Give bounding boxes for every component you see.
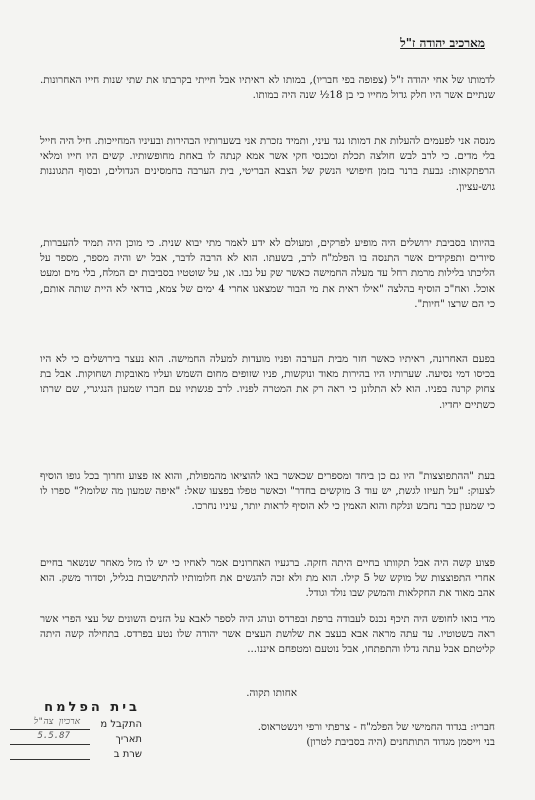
stamp-field: [10, 749, 90, 760]
signature-line: אחותו תקוה.: [246, 687, 297, 699]
stamp-row: [10, 731, 142, 745]
archive-stamp: [10, 700, 142, 790]
paragraph: בפעם האחרונה, ראיתיו כאשר חזר מבית הערבה ופניו מועדות למעלה החמישה. הוא נעצר בירושלים כי לא היו בכיסו דמי נסיעה. שערותיו היו בהירות מאוד ונוקשות, פניו שזופים מחום השמש ועליו מאובקות ושחוקות. אבל בת צחוק קרנה בפניו. הוא לא התלונן כי ראה רק את המטרה לפניו. לרב פגשתיו עם חברו שמעון הנגיגרי, שם שרתו כשתיים יחדיו.: [40, 353, 495, 411]
stamp-label: תאריך: [115, 734, 142, 745]
stamp-row: [10, 719, 142, 730]
paragraph: לדמותו של אחי יהודה ז"ל (צפופה בפי חבריו), במותו לא ראיתיו אבל חייתי בקרבתו את שתי שנות חייו האחרונות. שנתיים אשר היו חלק גדול מחייו כי בן 18½ שנה היה במותו.: [40, 74, 495, 102]
stamp-field: [10, 719, 90, 730]
friends-line: בני וייסמן מגדוד התותחנים (היה בסביבת לטרון): [306, 736, 495, 749]
document-title: מארכיב יהודה ז"ל: [400, 36, 485, 50]
paragraph: בעת "ההתפוצצות" היו גם כן ביחד ומספרים שכאשר באו להוציאו מהמפולת, והוא אז פצוע וחרוך בכל גופו הוסיף לצעוק: "על תעיזו לגשת, יש עוד 3 מוקשים בחדר" וכאשר טפלו בפצעו שאל: "איפה שמעון מה שלומו?" ספרו לו כי שמעון כבר נחבש ונלקח והוא האמין כי לא הוסיף לראות יותר, עיניו נחרכו.: [40, 470, 495, 513]
stamp-handwriting: ארכיון צה"ל: [33, 717, 80, 727]
stamp-label: התקבל מ: [100, 719, 142, 730]
friends-line: חבריו: בגדוד החמישי של הפלמ"ח - צרפתי ורפי וינשטראוס.: [257, 721, 495, 733]
stamp-field: [10, 731, 90, 745]
stamp-label: שרת ב: [113, 749, 142, 760]
paragraph: מדי בואו לחופש היה תיכף נכנס לעבודה ברפת ובפרדס ונוהג היה לספר לאבא על הזנים השונים של עצי הפרי אשר ראה בשטוטיו. עד עתה מראה אבא בעצב את שלושת העצים אשר יהודה שלו נטע בפרדס. בתחילה קשה היתה קליטתם אבל עתה גדלו והתפתחו, אבל נוטעם ומטפחם איננו...: [40, 613, 495, 656]
friends-note: [165, 720, 495, 750]
stamp-title: בית הפלמח: [44, 700, 140, 715]
stamp-row: [10, 749, 142, 760]
paragraph: פצוע קשה היה אבל תקוותו בחיים היתה חזקה. ברגעיו האחרונים אמר לאחיו כי יש לו מזל מאחר שנשאר בחיים אחרי התפוצצות של מוקש של 5 קילו. הוא מת ולא זכה להגשים את חלומותיו להתישבות בגליל, וסדור משק. הוא אהב מאוד את החקלאות והמשק שבו נולד וגודל.: [40, 557, 495, 600]
paragraph: מנסה אני לפעמים להעלות את דמותו נגד עיני, ותמיד נזכרת אני בשערותיו הבהירות ובעיניו המחייכות. חיל היה חייל בלי מדים. כי לרב לבש חולצה תכלת ומכנסי חקי אשר אמא קנתה לו באחת מחופשותיו. קשים היו חייו ומלאי הרפתקאות: גבעת ברנר בזמן חיפושי הנשק של הצבא הבריטי, בית הערבה בחמסינים הגדולים, ובסוף התגוננות גוש-עציון.: [40, 135, 495, 193]
paragraph: בהיותו בסביבת ירושלים היה מופיע לפרקים, ומעולם לא ידע לאמר מתי יבוא שנית. כי מוכן היה תמיד להעברות, סיורים ותפקידים אשר התנסה בו הפלמ"ח לרב, בשעתו. הוא לא הרבה לדבר, אבל יש והיה מספר, מספר על הליכתו בלילות מרמת רחל עד מעלה החמישה כאשר שק על גבו. או, על שוטטיו בסביבות ים המלח, בלי מים ומעט אוכל. ואח"כ הוסיף בהלצה "אילו ראית את מי הבור שמצאנו אחרי 4 ימים של צמא, בודאי לא היית שותה אותם, כי הם שרצו "חיות".: [40, 237, 495, 310]
stamp-handwriting: 5.5.87: [37, 731, 70, 741]
